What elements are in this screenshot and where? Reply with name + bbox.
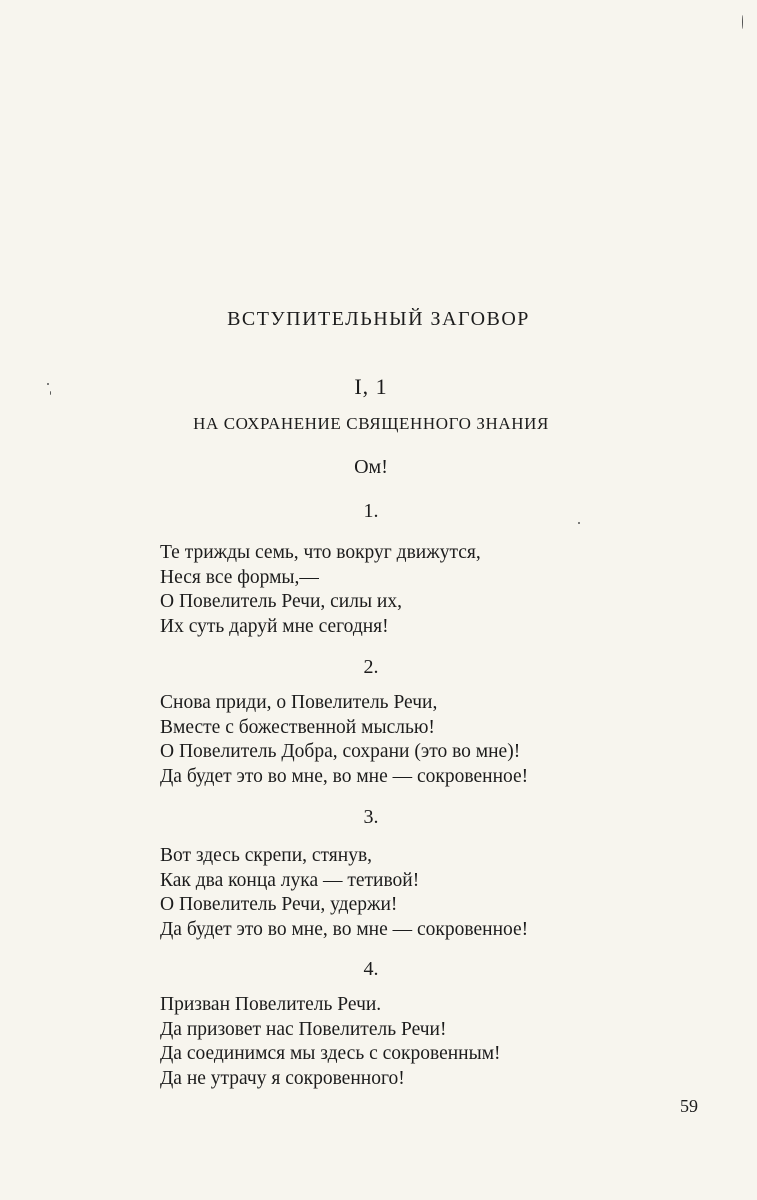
stanza-line: Их суть даруй мне сегодня! (160, 615, 389, 637)
verse-number-2: 2. (363, 656, 379, 678)
stanza-line: Да будет это во мне, во мне — сокровенное! (160, 765, 529, 787)
paper-speck (742, 15, 743, 29)
stanza-line: Да соединимся мы здесь с сокровенным! (160, 1043, 501, 1064)
stanza-2 (160, 691, 528, 789)
paper-speck (50, 391, 51, 395)
stanza-line: Как два конца лука — тетивой! (160, 869, 420, 891)
stanza-line: Да не утрачу я сокровенного! (160, 1067, 405, 1089)
stanza-line: Да призовет нас Повелитель Речи! (160, 1018, 447, 1040)
stanza-line: Снова приди, о Повелитель Речи, (160, 692, 438, 713)
stanza-4 (160, 993, 501, 1091)
hymn-subtitle: НА СОХРАНЕНИЕ СВЯЩЕННОГО ЗНАНИЯ (193, 414, 549, 433)
stanza-1 (160, 541, 481, 639)
invocation: Ом! (354, 456, 388, 478)
verse-number-3: 3. (363, 806, 379, 828)
verse-number-4: 4. (363, 958, 379, 980)
stanza-3 (160, 844, 528, 942)
paper-speck (47, 383, 49, 385)
paper-speck (578, 522, 580, 524)
stanza-line: Вот здесь скрепи, стянув, (160, 845, 373, 866)
stanza-line: О Повелитель Речи, силы их, (160, 591, 402, 612)
verse-number-1: 1. (363, 500, 379, 522)
stanza-line: Призван Повелитель Речи. (160, 994, 382, 1015)
section-title: ВСТУПИТЕЛЬНЫЙ ЗАГОВОР (227, 308, 530, 330)
stanza-line: Да будет это во мне, во мне — сокровенное! (160, 918, 529, 940)
page-number: 59 (680, 1096, 698, 1116)
hymn-number: I, 1 (354, 374, 388, 399)
stanza-line: Вместе с божественной мыслью! (160, 716, 435, 738)
stanza-line: Неся все формы,— (160, 566, 319, 588)
stanza-line: Те трижды семь, что вокруг движутся, (160, 542, 481, 563)
stanza-line: О Повелитель Добра, сохрани (это во мне)! (160, 741, 521, 762)
stanza-line: О Повелитель Речи, удержи! (160, 894, 398, 915)
